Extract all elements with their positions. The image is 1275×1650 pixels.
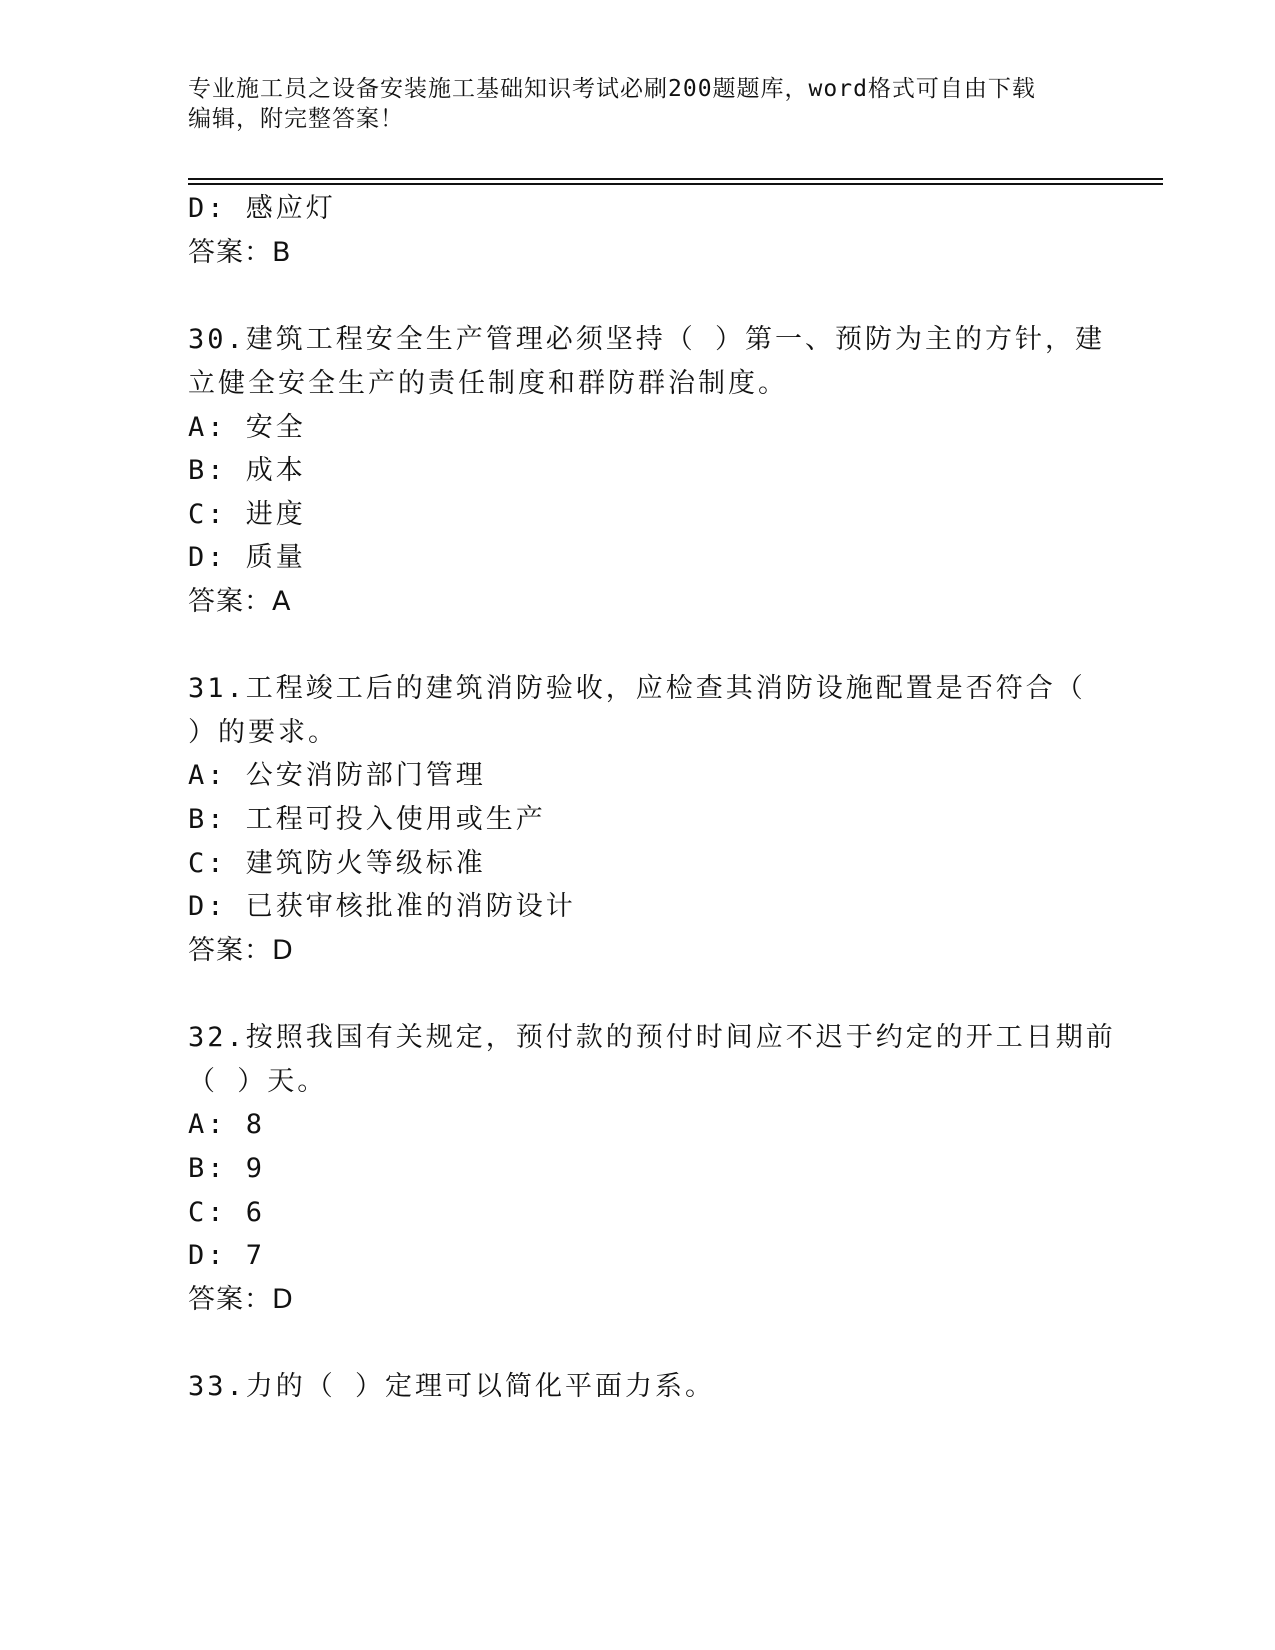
header-line-2: 编辑，附完整答案！ [188, 106, 404, 132]
header-divider-top [188, 178, 1163, 180]
question-30-option-d: D: 质量 [188, 542, 306, 573]
question-31-option-b: B: 工程可投入使用或生产 [188, 804, 546, 835]
question-33-line-1: 33.力的（ ）定理可以简化平面力系。 [188, 1371, 716, 1402]
question-30-line-2: 立健全安全生产的责任制度和群防群治制度。 [188, 368, 788, 399]
question-30-option-b: B: 成本 [188, 455, 306, 486]
question-30-option-a: A: 安全 [188, 412, 306, 443]
header-line-1: 专业施工员之设备安装施工基础知识考试必刷200题题库，word格式可自由下载 [188, 76, 1036, 102]
question-32-line-1: 32.按照我国有关规定，预付款的预付时间应不迟于约定的开工日期前 [188, 1022, 1116, 1053]
question-31-option-c: C: 建筑防火等级标准 [188, 848, 486, 879]
question-32-answer: 答案：D [188, 1284, 294, 1315]
question-30-line-1: 30.建筑工程安全生产管理必须坚持（ ）第一、预防为主的方针，建 [188, 324, 1106, 355]
question-31-answer: 答案：D [188, 935, 294, 966]
question-32-option-d: D: 7 [188, 1240, 266, 1271]
question-31-option-a: A: 公安消防部门管理 [188, 760, 486, 791]
question-32-option-a: A: 8 [188, 1109, 266, 1140]
answer-line: 答案：B [188, 237, 292, 268]
option-d: D: 感应灯 [188, 193, 336, 224]
question-32-line-2: （ ）天。 [188, 1066, 328, 1097]
question-31-option-d: D: 已获审核批准的消防设计 [188, 891, 576, 922]
document-header [188, 74, 1088, 134]
question-31-line-2: ）的要求。 [188, 717, 338, 748]
question-30-answer: 答案：A [188, 586, 292, 617]
question-30-option-c: C: 进度 [188, 499, 306, 530]
header-divider-bottom [188, 183, 1163, 185]
question-32-option-c: C: 6 [188, 1197, 266, 1228]
question-32-option-b: B: 9 [188, 1153, 266, 1184]
question-31-line-1: 31.工程竣工后的建筑消防验收，应检查其消防设施配置是否符合（ [188, 673, 1086, 704]
